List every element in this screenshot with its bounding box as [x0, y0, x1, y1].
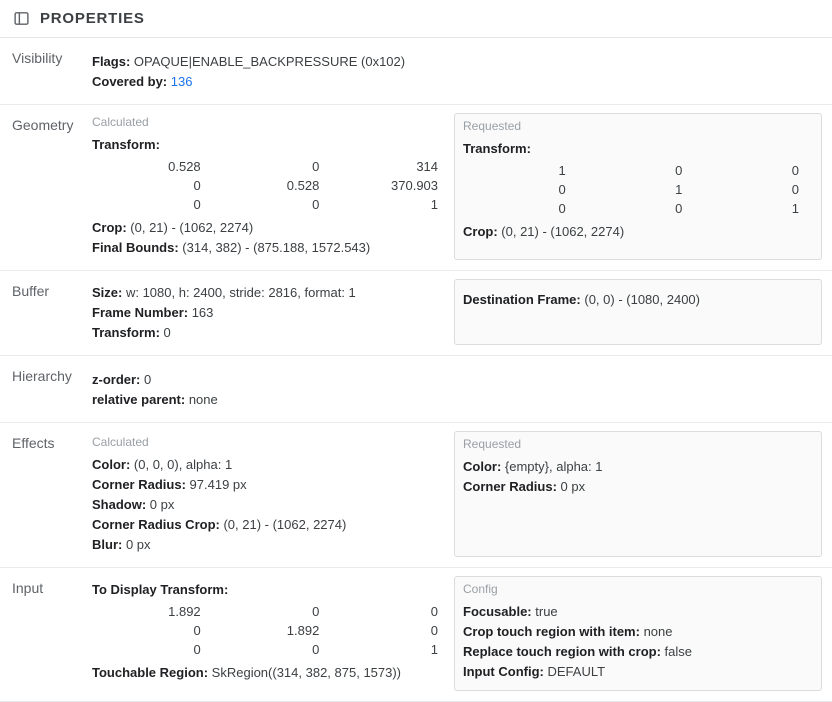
covered-by-row: [92, 72, 816, 92]
effects-corner-radius-crop-row: [92, 515, 442, 535]
buffer-transform-key: Transform:: [92, 325, 160, 340]
requested-color-value: {empty}, alpha: 1: [504, 459, 603, 474]
buffer-frame-number-row: [92, 303, 442, 323]
requested-color-key: Color:: [463, 459, 502, 474]
effects-requested-heading: Requested: [463, 437, 522, 451]
covered-by-key: Covered by:: [92, 74, 168, 89]
zorder-value: 0: [144, 372, 152, 387]
to-display-transform-key: To Display Transform:: [92, 582, 229, 597]
matrix-cell: 1: [430, 197, 439, 212]
matrix-row: [92, 640, 442, 659]
flags-key: Flags:: [92, 54, 131, 69]
replace-touch-region-row: [463, 642, 813, 662]
geometry-crop-row: [92, 218, 442, 238]
effects-requested-corner-radius-row: [463, 477, 813, 497]
geometry-crop-value: (0, 21) - (1062, 2274): [130, 220, 254, 235]
matrix-cell: 0: [312, 159, 320, 174]
section-label-geometry: Geometry: [12, 117, 74, 133]
requested-crop-value: (0, 21) - (1062, 2274): [501, 224, 625, 239]
geometry-final-bounds-row: [92, 238, 442, 258]
matrix-cell: 1: [791, 201, 800, 216]
requested-corner-radius-value: 0 px: [560, 479, 586, 494]
covered-by-link[interactable]: 136: [170, 74, 193, 89]
section-buffer: [0, 271, 832, 356]
effects-calculated-heading: Calculated: [92, 435, 149, 449]
section-label-effects: Effects: [12, 435, 55, 451]
requested-corner-radius-key: Corner Radius:: [463, 479, 557, 494]
buffer-transform-value: 0: [163, 325, 171, 340]
matrix-row: [92, 621, 442, 640]
matrix-cell: 370.903: [391, 178, 439, 193]
matrix-cell: 1: [675, 182, 683, 197]
relative-parent-key: relative parent:: [92, 392, 186, 407]
geometry-crop-key: Crop:: [92, 220, 127, 235]
matrix-cell: 0.528: [286, 178, 320, 193]
matrix-row: [463, 180, 813, 199]
visibility-details: [92, 48, 822, 94]
corner-radius-key: Corner Radius:: [92, 477, 186, 492]
matrix-row: [92, 176, 442, 195]
buffer-transform-row: [92, 323, 442, 343]
matrix-cell: 0: [558, 182, 566, 197]
focusable-row: [463, 602, 813, 622]
matrix-cell: 0: [675, 201, 683, 216]
matrix-cell: 0: [193, 623, 201, 638]
crop-touch-region-key: Crop touch region with item:: [463, 624, 640, 639]
matrix-cell: 1.892: [168, 604, 201, 619]
shadow-value: 0 px: [149, 497, 175, 512]
destination-frame-value: (0, 0) - (1080, 2400): [584, 292, 700, 307]
matrix-cell: 0: [193, 197, 201, 212]
matrix-row: [92, 157, 442, 176]
geometry-calculated: [92, 113, 448, 260]
matrix-cell: 0: [193, 642, 201, 657]
touchable-region-row: [92, 663, 442, 683]
zorder-row: [92, 370, 816, 390]
section-label-input: Input: [12, 580, 44, 596]
shadow-key: Shadow:: [92, 497, 147, 512]
crop-touch-region-row: [463, 622, 813, 642]
replace-touch-region-key: Replace touch region with crop:: [463, 644, 661, 659]
frame-number-value: 163: [191, 305, 214, 320]
crop-touch-region-value: none: [643, 624, 673, 639]
relative-parent-row: [92, 390, 816, 410]
relative-parent-value: none: [188, 392, 218, 407]
geometry-calculated-heading: Calculated: [92, 115, 149, 129]
effects-color-key: Color:: [92, 457, 131, 472]
focusable-value: true: [535, 604, 558, 619]
effects-calculated: [92, 431, 448, 557]
matrix-cell: 1.892: [286, 623, 320, 638]
matrix-row: [463, 161, 813, 180]
matrix-cell: 1: [430, 642, 439, 657]
geometry-requested-matrix: [463, 161, 813, 218]
geometry-calculated-matrix: [92, 157, 442, 214]
matrix-cell: 0: [675, 163, 683, 178]
blur-value: 0 px: [125, 537, 151, 552]
requested-crop-key: Crop:: [463, 224, 498, 239]
hierarchy-details: [92, 366, 822, 412]
geometry-requested-crop-row: [463, 222, 813, 242]
input-config-key: Input Config:: [463, 664, 544, 679]
matrix-cell: 0.528: [168, 159, 201, 174]
matrix-cell: 0: [791, 182, 800, 197]
section-label-visibility: Visibility: [12, 50, 63, 66]
buffer-size-row: [92, 283, 442, 303]
matrix-cell: 1: [558, 163, 566, 178]
focusable-key: Focusable:: [463, 604, 532, 619]
flags-row: [92, 52, 816, 72]
effects-shadow-row: [92, 495, 442, 515]
effects-requested: [454, 431, 822, 557]
final-bounds-value: (314, 382) - (875.188, 1572.543): [182, 240, 371, 255]
input-config-row: [463, 662, 813, 682]
destination-frame-row: [463, 290, 813, 310]
corner-radius-crop-value: (0, 21) - (1062, 2274): [223, 517, 347, 532]
geometry-requested-transform-key: Transform:: [463, 141, 531, 156]
geometry-requested-heading: Requested: [463, 119, 522, 133]
matrix-cell: 0: [430, 604, 439, 619]
blur-key: Blur:: [92, 537, 123, 552]
matrix-cell: 0: [193, 178, 201, 193]
matrix-row: [92, 195, 442, 214]
touchable-region-value: SkRegion((314, 382, 875, 1573)): [211, 665, 402, 680]
matrix-cell: 314: [416, 159, 439, 174]
frame-number-key: Frame Number:: [92, 305, 189, 320]
effects-blur-row: [92, 535, 442, 555]
panel-icon: [12, 10, 30, 28]
matrix-cell: 0: [558, 201, 566, 216]
flags-value: OPAQUE|ENABLE_BACKPRESSURE (0x102): [133, 54, 406, 69]
buffer-size-value: w: 1080, h: 2400, stride: 2816, format: 1: [125, 285, 356, 300]
final-bounds-key: Final Bounds:: [92, 240, 179, 255]
effects-color-row: [92, 455, 442, 475]
input-matrix: [92, 602, 442, 659]
section-label-buffer: Buffer: [12, 283, 50, 299]
corner-radius-value: 97.419 px: [189, 477, 247, 492]
section-effects: [0, 423, 832, 568]
matrix-row: [92, 602, 442, 621]
input-config-heading: Config: [463, 582, 498, 596]
input-details: [92, 576, 448, 691]
matrix-cell: 0: [791, 163, 800, 178]
effects-requested-color-row: [463, 457, 813, 477]
matrix-cell: 0: [312, 197, 320, 212]
buffer-destination-frame: [454, 279, 822, 345]
buffer-size-key: Size:: [92, 285, 123, 300]
effects-corner-radius-row: [92, 475, 442, 495]
touchable-region-key: Touchable Region:: [92, 665, 209, 680]
section-input: [0, 568, 832, 702]
effects-color-value: (0, 0, 0), alpha: 1: [133, 457, 233, 472]
destination-frame-key: Destination Frame:: [463, 292, 581, 307]
matrix-cell: 0: [312, 642, 320, 657]
section-label-hierarchy: Hierarchy: [12, 368, 72, 384]
panel-header: [0, 0, 832, 38]
geometry-calculated-transform-key: Transform:: [92, 137, 160, 152]
matrix-cell: 0: [312, 604, 320, 619]
zorder-key: z-order:: [92, 372, 141, 387]
page-title: PROPERTIES: [40, 10, 145, 27]
replace-touch-region-value: false: [664, 644, 693, 659]
section-hierarchy: [0, 356, 832, 423]
input-config-value: DEFAULT: [547, 664, 606, 679]
matrix-cell: 0: [430, 623, 439, 638]
matrix-row: [463, 199, 813, 218]
input-config: [454, 576, 822, 691]
corner-radius-crop-key: Corner Radius Crop:: [92, 517, 220, 532]
section-geometry: [0, 105, 832, 271]
buffer-details: [92, 279, 448, 345]
section-visibility: [0, 38, 832, 105]
geometry-requested: [454, 113, 822, 260]
